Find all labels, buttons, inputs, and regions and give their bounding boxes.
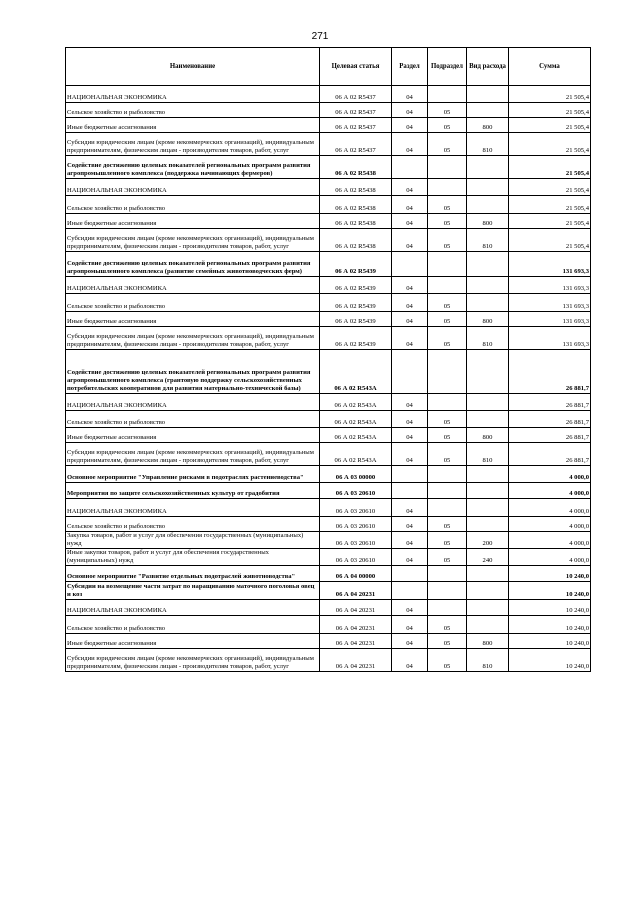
- row-expense-type: [467, 499, 509, 517]
- row-sum: 21 505,4: [509, 196, 591, 214]
- row-name: Иные бюджетные ассигнования: [66, 214, 320, 229]
- row-sum: 4 000,0: [509, 549, 591, 566]
- row-name: НАЦИОНАЛЬНАЯ ЭКОНОМИКА: [66, 86, 320, 103]
- row-subsection: [428, 600, 467, 616]
- row-section: 04: [392, 294, 428, 312]
- row-target-article: 06 А 02 R5437: [320, 133, 392, 156]
- row-expense-type: [467, 196, 509, 214]
- row-sum: 26 881,7: [509, 428, 591, 443]
- row-name: Содействие достижению целевых показателей региональных программ развития агропромышленного комплекса (развитие семейных животноводческих ферм): [66, 252, 320, 277]
- row-subsection: 05: [428, 196, 467, 214]
- row-target-article: 06 А 02 R5437: [320, 103, 392, 118]
- row-expense-type: 800: [467, 312, 509, 327]
- row-name: Субсидии юридическим лицам (кроме некоммерческих организаций), индивидуальным предпринимателям, физическим лицам - производителям товаров, работ, услуг: [66, 327, 320, 350]
- row-expense-type: [467, 600, 509, 616]
- table-row: [66, 532, 591, 549]
- table-row: [66, 549, 591, 566]
- row-subsection: [428, 566, 467, 582]
- table-row: [66, 428, 591, 443]
- row-section: [392, 156, 428, 179]
- row-target-article: 06 А 02 R5439: [320, 294, 392, 312]
- row-sum: 4 000,0: [509, 466, 591, 483]
- row-name: Сельское хозяйство и рыболовство: [66, 616, 320, 634]
- row-name: Иные закупки товаров, работ и услуг для обеспечения государственных (муниципальных) нужд: [66, 549, 320, 566]
- row-target-article: 06 А 04 20231: [320, 582, 392, 600]
- row-section: 04: [392, 411, 428, 428]
- row-target-article: 06 А 02 R5438: [320, 179, 392, 196]
- row-name: Иные бюджетные ассигнования: [66, 312, 320, 327]
- row-expense-type: [467, 566, 509, 582]
- table-row: [66, 252, 591, 277]
- row-subsection: 05: [428, 214, 467, 229]
- row-expense-type: 800: [467, 428, 509, 443]
- budget-table: [65, 47, 591, 672]
- row-subsection: 05: [428, 428, 467, 443]
- table-row: [66, 294, 591, 312]
- row-target-article: 06 А 04 20231: [320, 616, 392, 634]
- row-subsection: [428, 483, 467, 499]
- row-name: Сельское хозяйство и рыболовство: [66, 411, 320, 428]
- row-sum: 21 505,4: [509, 133, 591, 156]
- row-subsection: [428, 277, 467, 294]
- row-sum: 4 000,0: [509, 517, 591, 532]
- row-name: НАЦИОНАЛЬНАЯ ЭКОНОМИКА: [66, 394, 320, 411]
- row-expense-type: [467, 483, 509, 499]
- row-sum: 10 240,0: [509, 600, 591, 616]
- row-name: Сельское хозяйство и рыболовство: [66, 103, 320, 118]
- row-sum: 4 000,0: [509, 532, 591, 549]
- row-section: 04: [392, 86, 428, 103]
- row-target-article: 06 А 02 R543А: [320, 394, 392, 411]
- table-row: [66, 616, 591, 634]
- row-expense-type: [467, 179, 509, 196]
- row-subsection: 05: [428, 634, 467, 649]
- header-expense-type: Вид расхода: [467, 48, 509, 86]
- header-target-article: Целевая статья: [320, 48, 392, 86]
- row-subsection: [428, 252, 467, 277]
- row-section: 04: [392, 229, 428, 252]
- row-expense-type: 810: [467, 327, 509, 350]
- row-name: Субсидии на возмещение части затрат по наращиванию маточного поголовья овец и коз: [66, 582, 320, 600]
- row-subsection: [428, 350, 467, 394]
- row-subsection: 05: [428, 133, 467, 156]
- row-name: Содействие достижению целевых показателей региональных программ развития агропромышленного комплекса (грантовую поддержку сельскохозяйственных потребительских кооперативов для развития материально-технической базы): [66, 350, 320, 394]
- row-name: Содействие достижению целевых показателей региональных программ развития агропромышленного комплекса (поддержка начинающих фермеров): [66, 156, 320, 179]
- row-section: 04: [392, 600, 428, 616]
- row-expense-type: 200: [467, 532, 509, 549]
- row-sum: 131 693,3: [509, 312, 591, 327]
- row-section: 04: [392, 443, 428, 466]
- row-subsection: 05: [428, 649, 467, 672]
- row-section: 04: [392, 649, 428, 672]
- row-subsection: 05: [428, 517, 467, 532]
- row-section: 04: [392, 394, 428, 411]
- row-target-article: 06 А 03 00000: [320, 466, 392, 483]
- row-sum: 26 881,7: [509, 394, 591, 411]
- row-subsection: [428, 499, 467, 517]
- row-sum: 21 505,4: [509, 118, 591, 133]
- row-target-article: 06 А 02 R5439: [320, 312, 392, 327]
- row-target-article: 06 А 02 R5439: [320, 252, 392, 277]
- row-sum: 21 505,4: [509, 156, 591, 179]
- row-name: Иные бюджетные ассигнования: [66, 118, 320, 133]
- row-sum: 10 240,0: [509, 566, 591, 582]
- row-section: 04: [392, 517, 428, 532]
- row-subsection: 05: [428, 411, 467, 428]
- row-section: [392, 582, 428, 600]
- row-section: [392, 566, 428, 582]
- row-target-article: 06 А 02 R5438: [320, 156, 392, 179]
- table-row: [66, 499, 591, 517]
- row-section: [392, 466, 428, 483]
- row-section: 04: [392, 428, 428, 443]
- row-target-article: 06 А 02 R543А: [320, 443, 392, 466]
- row-section: 04: [392, 532, 428, 549]
- row-target-article: 06 А 03 20610: [320, 517, 392, 532]
- row-section: 04: [392, 179, 428, 196]
- row-expense-type: 810: [467, 229, 509, 252]
- row-target-article: 06 А 04 20231: [320, 649, 392, 672]
- row-subsection: [428, 86, 467, 103]
- row-sum: 131 693,3: [509, 327, 591, 350]
- row-sum: 21 505,4: [509, 179, 591, 196]
- row-name: Сельское хозяйство и рыболовство: [66, 294, 320, 312]
- row-name: Закупка товаров, работ и услуг для обеспечения государственных (муниципальных) нужд: [66, 532, 320, 549]
- table-row: [66, 411, 591, 428]
- row-target-article: 06 А 02 R5437: [320, 118, 392, 133]
- row-section: 04: [392, 499, 428, 517]
- row-name: Мероприятия по защите сельскохозяйственных культур от градобития: [66, 483, 320, 499]
- table-row: [66, 443, 591, 466]
- table-row: [66, 566, 591, 582]
- page-number: 271: [311, 31, 329, 42]
- row-name: Субсидии юридическим лицам (кроме некоммерческих организаций), индивидуальным предпринимателям, физическим лицам - производителям товаров, работ, услуг: [66, 443, 320, 466]
- row-target-article: 06 А 03 20610: [320, 483, 392, 499]
- row-sum: 10 240,0: [509, 582, 591, 600]
- row-name: НАЦИОНАЛЬНАЯ ЭКОНОМИКА: [66, 499, 320, 517]
- row-expense-type: [467, 252, 509, 277]
- row-section: [392, 350, 428, 394]
- row-subsection: 05: [428, 229, 467, 252]
- row-target-article: 06 А 03 20610: [320, 549, 392, 566]
- table-row: [66, 394, 591, 411]
- table-body: [66, 86, 591, 672]
- row-sum: 131 693,3: [509, 294, 591, 312]
- row-expense-type: 800: [467, 634, 509, 649]
- table-row: [66, 600, 591, 616]
- row-target-article: 06 А 04 00000: [320, 566, 392, 582]
- row-expense-type: [467, 294, 509, 312]
- row-expense-type: 810: [467, 443, 509, 466]
- row-expense-type: [467, 466, 509, 483]
- table-row: [66, 103, 591, 118]
- row-expense-type: [467, 582, 509, 600]
- row-name: Иные бюджетные ассигнования: [66, 428, 320, 443]
- row-section: 04: [392, 214, 428, 229]
- row-subsection: 05: [428, 294, 467, 312]
- row-sum: 10 240,0: [509, 634, 591, 649]
- row-target-article: 06 А 02 R543А: [320, 428, 392, 443]
- row-expense-type: [467, 350, 509, 394]
- row-expense-type: 810: [467, 649, 509, 672]
- row-name: Основное мероприятие "Развитие отдельных подотраслей животноводства": [66, 566, 320, 582]
- row-subsection: [428, 394, 467, 411]
- row-target-article: 06 А 02 R5438: [320, 214, 392, 229]
- row-target-article: 06 А 02 R5438: [320, 229, 392, 252]
- table-row: [66, 118, 591, 133]
- row-sum: 21 505,4: [509, 214, 591, 229]
- table-row: [66, 214, 591, 229]
- row-subsection: 05: [428, 103, 467, 118]
- row-sum: 131 693,3: [509, 277, 591, 294]
- row-expense-type: [467, 103, 509, 118]
- row-section: 04: [392, 616, 428, 634]
- row-section: [392, 483, 428, 499]
- table-row: [66, 277, 591, 294]
- row-section: 04: [392, 549, 428, 566]
- row-subsection: 05: [428, 327, 467, 350]
- row-section: [392, 252, 428, 277]
- table-row: [66, 312, 591, 327]
- row-subsection: 05: [428, 443, 467, 466]
- row-section: 04: [392, 327, 428, 350]
- row-name: Субсидии юридическим лицам (кроме некоммерческих организаций), индивидуальным предпринимателям, физическим лицам - производителям товаров, работ, услуг: [66, 649, 320, 672]
- row-name: Основное мероприятие "Управление рисками в подотраслях растениеводства": [66, 466, 320, 483]
- row-target-article: 06 А 02 R5439: [320, 327, 392, 350]
- row-target-article: 06 А 02 R5438: [320, 196, 392, 214]
- header-sum: Сумма: [509, 48, 591, 86]
- row-name: НАЦИОНАЛЬНАЯ ЭКОНОМИКА: [66, 600, 320, 616]
- row-sum: 26 881,7: [509, 443, 591, 466]
- table-row: [66, 327, 591, 350]
- row-expense-type: [467, 156, 509, 179]
- table-header-row: [66, 48, 591, 86]
- row-section: 04: [392, 634, 428, 649]
- table-row: [66, 582, 591, 600]
- row-sum: 21 505,4: [509, 229, 591, 252]
- header-section: Раздел: [392, 48, 428, 86]
- row-subsection: [428, 179, 467, 196]
- row-expense-type: [467, 411, 509, 428]
- row-section: 04: [392, 277, 428, 294]
- row-target-article: 06 А 02 R5439: [320, 277, 392, 294]
- row-target-article: 06 А 03 20610: [320, 499, 392, 517]
- row-expense-type: [467, 394, 509, 411]
- table-row: [66, 133, 591, 156]
- header-subsection: Подраздел: [428, 48, 467, 86]
- row-expense-type: [467, 517, 509, 532]
- row-subsection: 05: [428, 532, 467, 549]
- table-row: [66, 179, 591, 196]
- row-subsection: [428, 156, 467, 179]
- row-target-article: 06 А 03 20610: [320, 532, 392, 549]
- table-row: [66, 156, 591, 179]
- row-target-article: 06 А 04 20231: [320, 600, 392, 616]
- row-subsection: 05: [428, 118, 467, 133]
- row-sum: 21 505,4: [509, 86, 591, 103]
- row-target-article: 06 А 02 R5437: [320, 86, 392, 103]
- row-expense-type: [467, 86, 509, 103]
- row-sum: 21 505,4: [509, 103, 591, 118]
- table-row: [66, 517, 591, 532]
- row-sum: 4 000,0: [509, 499, 591, 517]
- row-sum: 4 000,0: [509, 483, 591, 499]
- row-target-article: 06 А 04 20231: [320, 634, 392, 649]
- table-row: [66, 196, 591, 214]
- header-name: Наименование: [66, 48, 320, 86]
- table-row: [66, 86, 591, 103]
- table-row: [66, 634, 591, 649]
- row-subsection: [428, 582, 467, 600]
- row-expense-type: 800: [467, 118, 509, 133]
- table-row: [66, 466, 591, 483]
- table-row: [66, 350, 591, 394]
- row-sum: 10 240,0: [509, 616, 591, 634]
- row-sum: 26 881,7: [509, 411, 591, 428]
- row-expense-type: [467, 277, 509, 294]
- row-sum: 131 693,3: [509, 252, 591, 277]
- row-name: Сельское хозяйство и рыболовство: [66, 517, 320, 532]
- row-expense-type: 240: [467, 549, 509, 566]
- row-section: 04: [392, 118, 428, 133]
- row-name: Иные бюджетные ассигнования: [66, 634, 320, 649]
- row-subsection: [428, 466, 467, 483]
- table-row: [66, 649, 591, 672]
- row-target-article: 06 А 02 R543А: [320, 411, 392, 428]
- row-section: 04: [392, 133, 428, 156]
- table-row: [66, 483, 591, 499]
- row-subsection: 05: [428, 549, 467, 566]
- row-name: Сельское хозяйство и рыболовство: [66, 196, 320, 214]
- row-section: 04: [392, 103, 428, 118]
- row-name: НАЦИОНАЛЬНАЯ ЭКОНОМИКА: [66, 277, 320, 294]
- row-name: Субсидии юридическим лицам (кроме некоммерческих организаций), индивидуальным предпринимателям, физическим лицам - производителям товаров, работ, услуг: [66, 229, 320, 252]
- row-target-article: 06 А 02 R543А: [320, 350, 392, 394]
- row-subsection: 05: [428, 312, 467, 327]
- row-section: 04: [392, 312, 428, 327]
- row-name: НАЦИОНАЛЬНАЯ ЭКОНОМИКА: [66, 179, 320, 196]
- table-row: [66, 229, 591, 252]
- row-expense-type: 800: [467, 214, 509, 229]
- row-sum: 10 240,0: [509, 649, 591, 672]
- row-section: 04: [392, 196, 428, 214]
- row-name: Субсидии юридическим лицам (кроме некоммерческих организаций), индивидуальным предпринимателям, физическим лицам - производителям товаров, работ, услуг: [66, 133, 320, 156]
- row-expense-type: 810: [467, 133, 509, 156]
- row-sum: 26 881,7: [509, 350, 591, 394]
- row-subsection: 05: [428, 616, 467, 634]
- row-expense-type: [467, 616, 509, 634]
